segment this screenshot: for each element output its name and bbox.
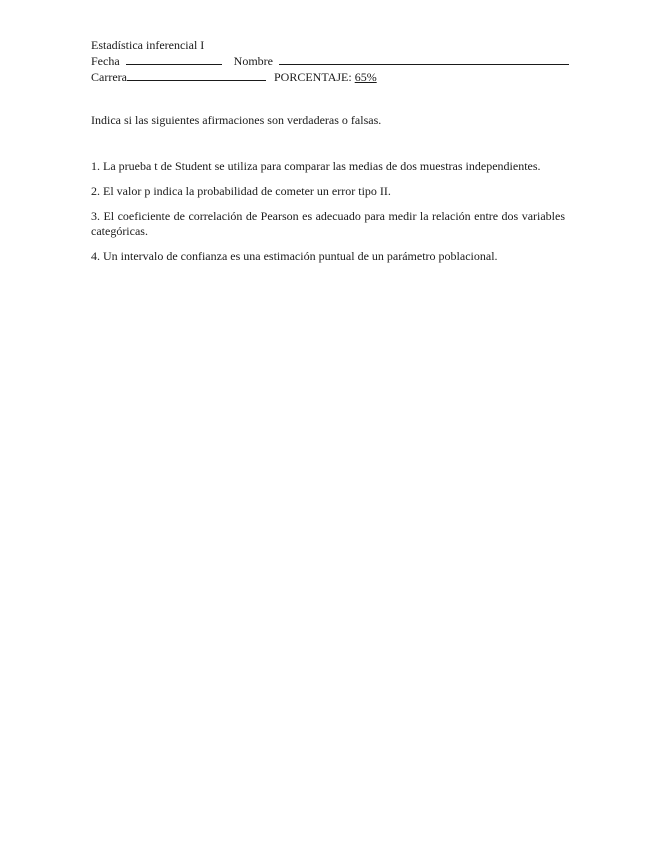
nombre-blank[interactable] xyxy=(279,53,569,65)
instructions-text: Indica si las siguientes afirmaciones son verdaderas o falsas. xyxy=(91,113,382,127)
question-item-2: 2. El valor p indica la probabilidad de cometer un error tipo II. xyxy=(91,184,391,198)
exam-page xyxy=(91,38,565,274)
fecha-blank[interactable] xyxy=(126,53,222,65)
question-list xyxy=(91,159,565,264)
carrera-blank[interactable] xyxy=(127,69,266,81)
carrera-label: Carrera xyxy=(91,70,127,84)
porcentaje-label: PORCENTAJE: xyxy=(273,70,352,84)
carrera-porcentaje-line xyxy=(91,69,565,85)
porcentaje-value: 65% xyxy=(354,70,377,84)
fecha-label: Fecha xyxy=(91,54,120,68)
question-item-3: 3. El coeficiente de correlación de Pearson es adecuado para medir la relación entre dos variables categóricas. xyxy=(91,209,565,238)
exam-header xyxy=(91,38,565,85)
course-title: Estadística inferencial I xyxy=(91,38,205,52)
nombre-label: Nombre xyxy=(233,54,273,68)
question-item-1: 1. La prueba t de Student se utiliza para comparar las medias de dos muestras independientes. xyxy=(91,159,541,173)
fecha-nombre-line xyxy=(91,53,565,69)
question-item-4: 4. Un intervalo de confianza es una estimación puntual de un parámetro poblacional. xyxy=(91,249,498,263)
